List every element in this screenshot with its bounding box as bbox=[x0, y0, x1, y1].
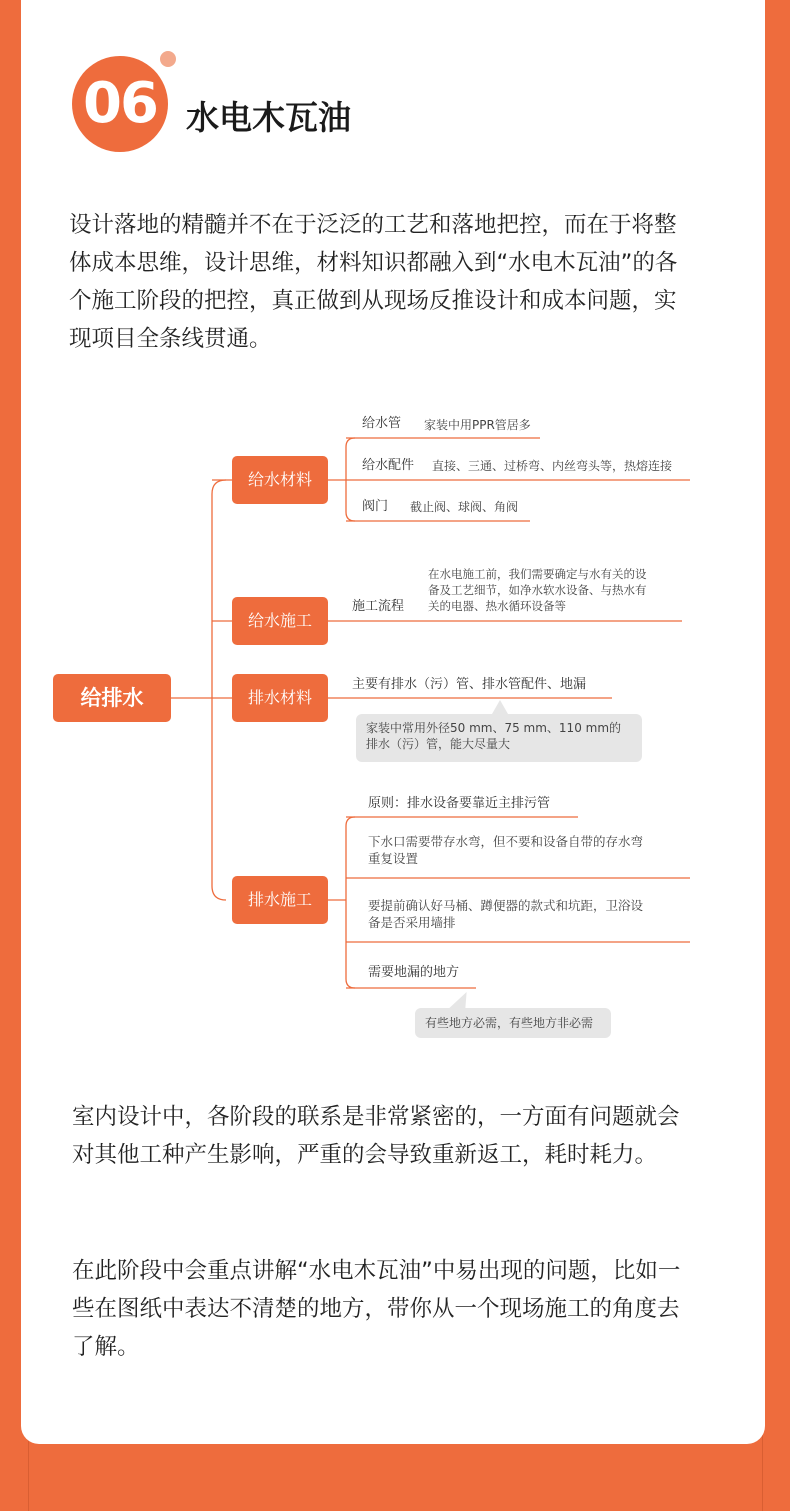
label-drain-main: 主要有排水（污）管、排水管配件、地漏 bbox=[352, 677, 587, 692]
process-detail-line: 在水电施工前，我们需要确定与水有关的设 bbox=[428, 567, 647, 581]
detail-valve: 截止阀、球阀、角阀 bbox=[410, 500, 519, 514]
drain-trap-detail bbox=[368, 833, 643, 867]
section-number: 06 bbox=[83, 71, 157, 136]
label-water-fitting: 给水配件 bbox=[362, 458, 415, 473]
node-water-material: 给水材料 bbox=[232, 456, 328, 504]
toilet-line: 备是否采用墙排 bbox=[368, 915, 456, 930]
drain-trap-line: 下水口需要带存水弯，但不要和设备自带的存水弯 bbox=[368, 834, 644, 849]
label-water-pipe: 给水管 bbox=[362, 416, 402, 431]
drain-trap-line: 重复设置 bbox=[368, 851, 419, 866]
label-process: 施工流程 bbox=[352, 599, 405, 614]
node-water-construction: 给水施工 bbox=[232, 597, 328, 645]
process-detail bbox=[428, 566, 647, 614]
process-detail-line: 备及工艺细节，如净水软水设备、与热水有 bbox=[428, 583, 647, 597]
label-floor-drain: 需要地漏的地方 bbox=[368, 965, 460, 980]
detail-water-fitting: 直接、三通、过桥弯、内丝弯头等，热熔连接 bbox=[432, 459, 673, 473]
drain-material-note bbox=[356, 714, 642, 762]
node-drain-material: 排水材料 bbox=[232, 674, 328, 722]
drain-note-tail bbox=[492, 700, 508, 714]
toilet-detail bbox=[368, 897, 643, 931]
drain-note-line: 家装中常用外径50 mm、75 mm、110 mm的 bbox=[366, 721, 622, 735]
focus-paragraph: 在此阶段中会重点讲解“水电木瓦油”中易出现的问题，比如一些在图纸中表达不清楚的地方，带你从一个现场施工的角度去了解。 bbox=[72, 1258, 681, 1360]
badge-accent-dot bbox=[160, 51, 176, 67]
node-drain-construction: 排水施工 bbox=[232, 876, 328, 924]
label-drain-principle: 原则：排水设备要靠近主排污管 bbox=[368, 796, 551, 811]
section-title: 水电木瓦油 bbox=[186, 98, 351, 137]
process-detail-line: 关的电器、热水循环设备等 bbox=[428, 599, 566, 613]
section-number-badge bbox=[72, 56, 168, 152]
label-valve: 阀门 bbox=[362, 499, 389, 514]
relation-paragraph: 室内设计中，各阶段的联系是非常紧密的，一方面有问题就会对其他工种产生影响，严重的会导致重新返工，耗时耗力。 bbox=[72, 1104, 680, 1168]
intro-paragraph: 设计落地的精髓并不在于泛泛的工艺和落地把控，而在于将整体成本思维，设计思维，材料知识都融入到“水电木瓦油”的各个施工阶段的把控，真正做到从现场反推设计和成本问题，实现项目全条线贯通。 bbox=[69, 212, 678, 352]
detail-water-pipe: 家装中用PPR管居多 bbox=[424, 418, 531, 432]
mindmap-root-node: 给排水 bbox=[53, 674, 171, 722]
drain-note-line: 排水（污）管，能大尽量大 bbox=[366, 737, 511, 751]
toilet-line: 要提前确认好马桶、蹲便器的款式和坑距，卫浴设 bbox=[368, 898, 644, 913]
floor-drain-note: 有些地方必需，有些地方非必需 bbox=[415, 1008, 611, 1038]
